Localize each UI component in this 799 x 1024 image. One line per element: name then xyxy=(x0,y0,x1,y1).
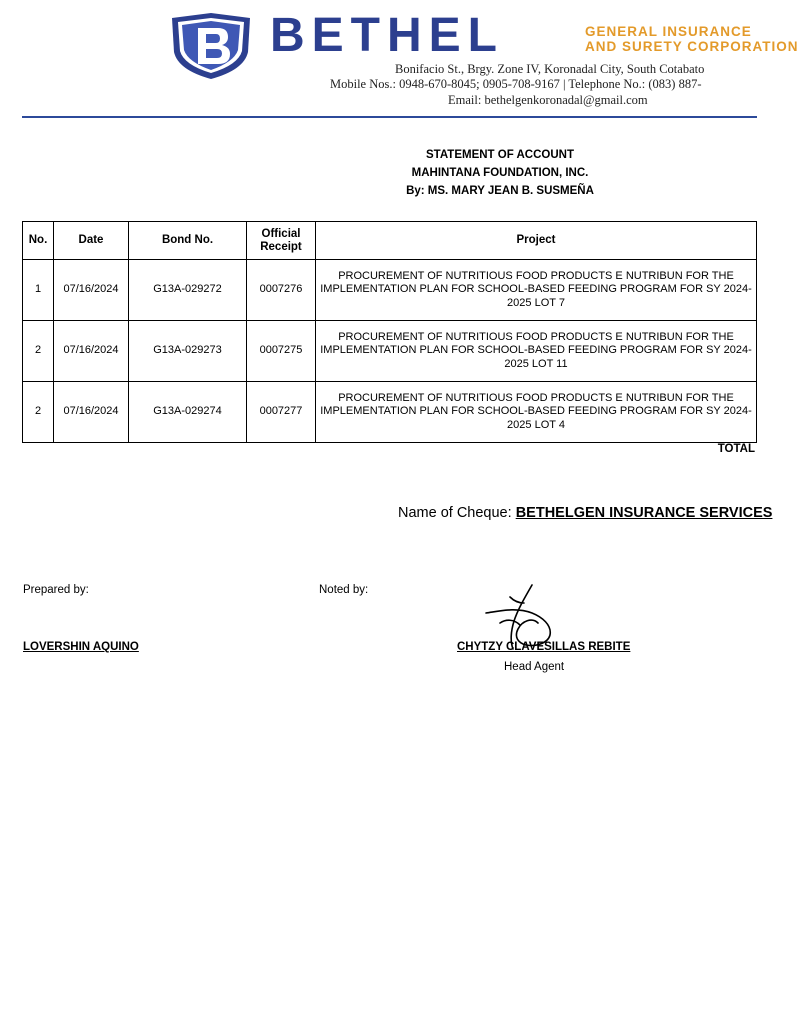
cheque-line xyxy=(398,505,772,521)
cell-project: PROCUREMENT OF NUTRITIOUS FOOD PRODUCTS E NUTRIBUN FOR THE IMPLEMENTATION PLAN FOR SCHOOL-BASED FEEDING PROGRAM FOR SY 2024-2025 LOT 4 xyxy=(316,382,757,443)
noted-by-label: Noted by: xyxy=(319,584,369,596)
brand-subtitle-line-2: AND SURETY CORPORATION xyxy=(585,39,799,54)
brand-subtitle xyxy=(585,24,799,54)
noted-by-title: Head Agent xyxy=(504,661,565,673)
cell-no: 1 xyxy=(23,260,54,321)
table-row xyxy=(23,382,757,443)
header-no: No. xyxy=(23,222,54,260)
cell-project: PROCUREMENT OF NUTRITIOUS FOOD PRODUCTS E NUTRIBUN FOR THE IMPLEMENTATION PLAN FOR SCHOOL-BASED FEEDING PROGRAM FOR SY 2024-2025 LOT 11 xyxy=(316,321,757,382)
table-header-row xyxy=(23,222,757,260)
table-row xyxy=(23,321,757,382)
brand-name: BETHEL xyxy=(270,9,504,62)
noted-by-name: CHYTZY CLAVESILLAS REBITE xyxy=(457,641,631,653)
cell-date: 07/16/2024 xyxy=(54,321,129,382)
client-name: MAHINTANA FOUNDATION, INC. xyxy=(411,167,589,179)
cell-date: 07/16/2024 xyxy=(54,382,129,443)
company-address: Bonifacio St., Brgy. Zone IV, Koronadal City, South Cotabato xyxy=(395,62,705,76)
company-email: Email: bethelgenkoronadal@gmail.com xyxy=(448,93,648,107)
cell-bond-no: G13A-029273 xyxy=(129,321,247,382)
company-phones: Mobile Nos.: 0948-670-8045; 0905-708-9167 | Telephone No.: (083) 887- xyxy=(330,77,702,91)
statement-table xyxy=(22,221,757,443)
prepared-by-name: LOVERSHIN AQUINO xyxy=(23,641,139,653)
statement-title: STATEMENT OF ACCOUNT xyxy=(426,149,574,161)
statement-by: By: MS. MARY JEAN B. SUSMEÑA xyxy=(406,185,594,197)
cheque-payee: BETHELGEN INSURANCE SERVICES xyxy=(515,505,773,521)
table-row xyxy=(23,260,757,321)
cell-receipt: 0007277 xyxy=(247,382,316,443)
total-label: TOTAL xyxy=(717,443,755,455)
header-date: Date xyxy=(54,222,129,260)
cell-project: PROCUREMENT OF NUTRITIOUS FOOD PRODUCTS E NUTRIBUN FOR THE IMPLEMENTATION PLAN FOR SCHOOL-BASED FEEDING PROGRAM FOR SY 2024-2025 LOT 7 xyxy=(316,260,757,321)
header-bond-no: Bond No. xyxy=(129,222,247,260)
cell-bond-no: G13A-029272 xyxy=(129,260,247,321)
brand-subtitle-line-1: GENERAL INSURANCE xyxy=(585,24,752,39)
letterhead xyxy=(0,0,799,125)
prepared-by-label: Prepared by: xyxy=(23,584,89,596)
cell-receipt: 0007276 xyxy=(247,260,316,321)
cell-no: 2 xyxy=(23,321,54,382)
header-official-receipt: Official Receipt xyxy=(247,222,316,260)
cell-receipt: 0007275 xyxy=(247,321,316,382)
cheque-label: Name of Cheque: xyxy=(398,505,516,521)
cell-no: 2 xyxy=(23,382,54,443)
header-project: Project xyxy=(316,222,757,260)
cell-bond-no: G13A-029274 xyxy=(129,382,247,443)
header-divider xyxy=(22,116,757,118)
cell-date: 07/16/2024 xyxy=(54,260,129,321)
company-logo-icon xyxy=(168,12,254,80)
